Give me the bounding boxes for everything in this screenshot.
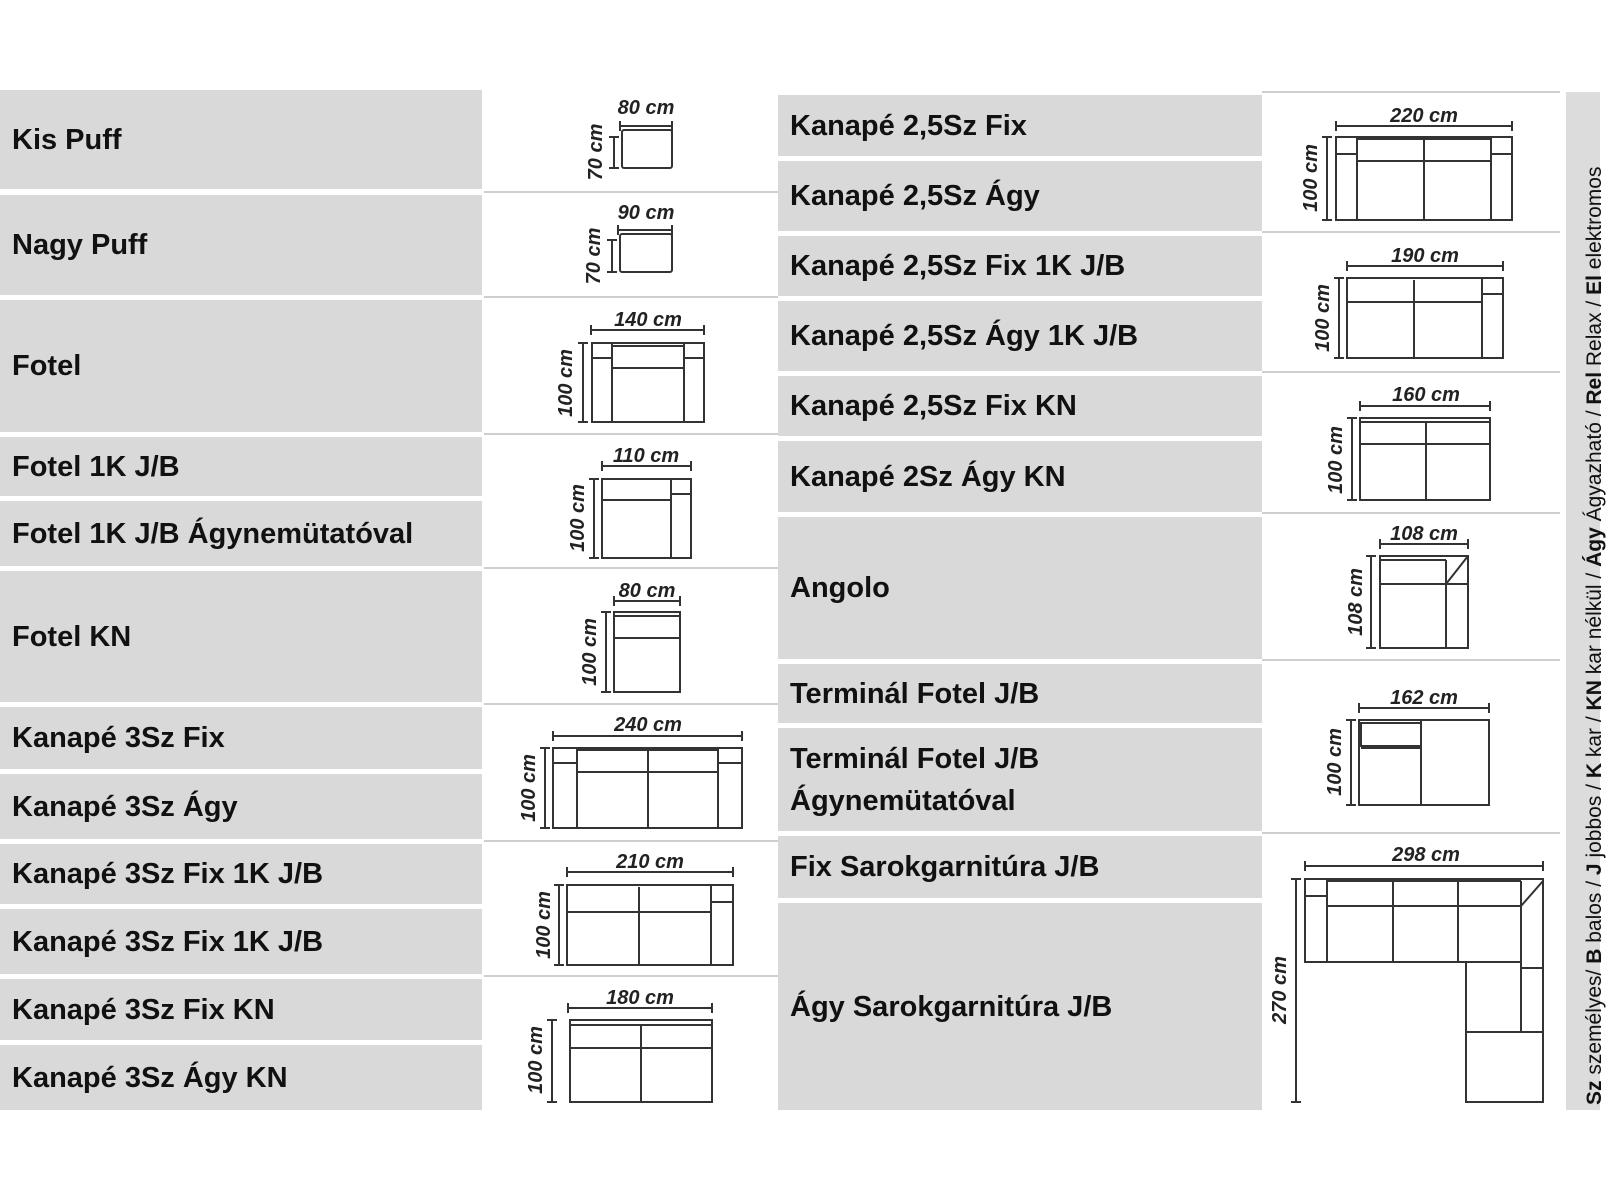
legend-desc: személyes/ (1583, 963, 1606, 1081)
dim-width: 160 cm (1392, 384, 1460, 406)
dim-width: 210 cm (616, 851, 684, 873)
row-label: Fix Sarokgarnitúra J/B (790, 851, 1100, 883)
row-label: Fotel KN (12, 620, 132, 653)
row-label: Ágy Sarokgarnitúra J/B (790, 990, 1113, 1023)
row-label-line2: Ágynemütatóval (790, 784, 1016, 817)
dim-width: 240 cm (614, 714, 682, 736)
dim-width: 90 cm (617, 202, 675, 224)
dim-height: 100 cm (1324, 728, 1346, 796)
legend-abbr: J (1583, 863, 1606, 876)
row-label: Angolo (790, 572, 890, 604)
dim-width: 108 cm (1390, 523, 1458, 545)
row-label: Kis Puff (12, 123, 122, 156)
legend-desc: kar / (1583, 710, 1606, 763)
row-label: Kanapé 2,5Sz Ágy 1K J/B (790, 320, 1139, 352)
row-label: Kanapé 2,5Sz Ágy (790, 180, 1040, 212)
row-label: Kanapé 3Sz Fix 1K J/B (12, 925, 324, 958)
dim-height: 100 cm (1312, 284, 1334, 352)
dim-height: 100 cm (567, 484, 589, 552)
dim-height: 270 cm (1269, 956, 1291, 1024)
row-label: Kanapé 2,5Sz Fix (790, 109, 1027, 142)
row-label: Kanapé 3Sz Fix 1K J/B (12, 858, 324, 890)
row-label: Fotel (12, 350, 82, 382)
dim-width: 180 cm (606, 987, 674, 1009)
row-label: Terminál Fotel J/B (790, 677, 1040, 710)
row-label: Kanapé 2,5Sz Fix KN (790, 390, 1077, 422)
legend-abbr: B (1583, 948, 1606, 964)
legend-text (1583, 167, 1607, 1105)
row-label: Kanapé 3Sz Ágy (12, 790, 238, 823)
row-label: Fotel 1K J/B Ágynemütatóval (12, 517, 414, 550)
legend-abbr: Rel (1583, 371, 1606, 405)
dim-width: 80 cm (617, 97, 675, 119)
legend-abbr: Ágy (1583, 527, 1606, 567)
dim-height: 70 cm (583, 227, 605, 285)
row-label: Kanapé 2,5Sz Fix 1K J/B (790, 250, 1126, 282)
dim-width: 162 cm (1390, 687, 1458, 709)
dim-width: 80 cm (618, 580, 676, 602)
dim-height: 100 cm (555, 349, 577, 417)
legend-abbr: KN (1583, 680, 1606, 711)
dim-width: 110 cm (612, 445, 680, 467)
legend-abbr: K (1583, 762, 1606, 779)
row-label: Nagy Puff (12, 229, 148, 261)
dim-height: 100 cm (518, 754, 540, 822)
dim-height: 108 cm (1345, 568, 1367, 636)
dim-height: 100 cm (1300, 144, 1322, 212)
row-label: Kanapé 3Sz Ágy KN (12, 1061, 288, 1094)
dim-width: 190 cm (1391, 245, 1459, 267)
row-label: Kanapé 3Sz Fix KN (12, 993, 275, 1026)
dim-height: 100 cm (1325, 426, 1347, 494)
legend-desc: Relax / (1583, 294, 1606, 372)
dim-height: 100 cm (533, 891, 555, 959)
dim-height: 100 cm (579, 618, 601, 686)
legend-desc: Ágyazható / (1583, 404, 1606, 528)
legend-desc: kar nélkül / (1583, 566, 1606, 681)
dim-height: 70 cm (585, 123, 607, 181)
row-label: Terminál Fotel J/B (790, 742, 1040, 775)
dim-height: 100 cm (525, 1026, 547, 1094)
row-label: Kanapé 2Sz Ágy KN (790, 460, 1066, 493)
dim-width: 140 cm (614, 309, 682, 331)
legend-desc: jobbos / (1583, 778, 1606, 864)
dim-width: 298 cm (1392, 844, 1460, 866)
legend-desc: balos / (1583, 875, 1606, 949)
row-label: Fotel 1K J/B (12, 450, 180, 483)
legend-abbr: El (1583, 275, 1606, 295)
dim-width: 220 cm (1390, 105, 1458, 127)
row-label: Kanapé 3Sz Fix (12, 722, 225, 754)
legend-abbr: Sz (1583, 1080, 1606, 1105)
legend-desc: elektromos (1583, 166, 1606, 276)
